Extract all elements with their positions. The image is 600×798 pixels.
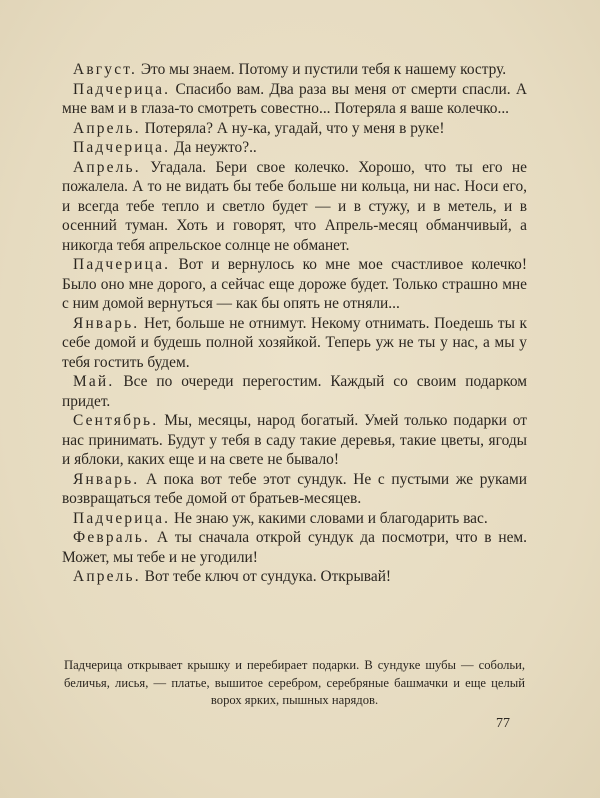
page-number: 77 xyxy=(496,716,510,731)
dialogue-line xyxy=(62,255,527,314)
dialogue-block xyxy=(62,60,527,587)
speaker-name: Январь. xyxy=(73,314,140,332)
dialogue-line xyxy=(62,411,527,470)
line-text: А ты сначала открой сундук да посмотри, что в нем. Может, мы тебе и не угодили! xyxy=(62,529,527,566)
speaker-name: Май. xyxy=(73,373,115,390)
line-text: Не знаю уж, какими словами и благодарить вас. xyxy=(170,509,488,527)
speaker-name: Апрель. xyxy=(73,568,141,585)
dialogue-line xyxy=(62,60,527,80)
line-text: Да неужто?.. xyxy=(170,139,257,156)
speaker-name: Сентябрь. xyxy=(73,412,159,429)
speaker-name: Падчерица. xyxy=(73,256,171,273)
line-text: Это мы знаем. Потому и пустили тебя к нашему костру. xyxy=(137,61,507,78)
dialogue-line xyxy=(62,567,527,587)
line-text: Вот и вернулось ко мне мое счастливое колечко! Было оно мне дорого, а сейчас еще дороже будет. Только страшно мне с ним домой вернуться — как бы опять не отняли... xyxy=(62,256,527,312)
dialogue-line xyxy=(62,138,527,158)
dialogue-line xyxy=(62,119,527,139)
dialogue-line xyxy=(62,314,527,373)
dialogue-line xyxy=(62,372,527,411)
line-text: Нет, больше не отнимут. Некому отнимать. Поедешь ты к себе домой и будешь полной хозяйкой. Теперь уж не ты у нас, а мы у тебя гостить будем. xyxy=(62,314,527,371)
speaker-name: Падчерица. xyxy=(73,139,171,156)
speaker-name: Апрель. xyxy=(73,119,141,137)
speaker-name: Февраль. xyxy=(73,529,151,546)
speaker-name: Падчерица. xyxy=(73,509,171,527)
stage-direction: Падчерица открывает крышку и перебирает подарки. В сундуке шубы — собольи, беличья, лисья, — платье, вышитое серебром, серебряные башмачки и еще целый ворох ярких, пышных нарядов. xyxy=(64,658,525,707)
dialogue-line xyxy=(62,509,527,529)
line-text: А пока вот тебе этот сундук. Не с пустыми же руками возвращаться тебе домой от братьев-месяцев. xyxy=(62,470,527,507)
line-text: Угадала. Бери свое колечко. Хорошо, что ты его не пожалела. А то не видать бы тебе больше ни кольца, ни нас. Носи его, и всегда тебе тепло и светло будет — и в стужу, и в метель, и в осенний туман. Хоть и говорят, что Апрель-месяц обманчивый, а никогда тебя апрельское солнце не обманет. xyxy=(62,158,527,254)
speaker-name: Апрель. xyxy=(73,158,141,176)
speaker-name: Январь. xyxy=(73,470,140,488)
dialogue-line xyxy=(62,80,527,119)
speaker-name: Август. xyxy=(73,61,138,78)
line-text: Потеряла? А ну-ка, угадай, что у меня в руке! xyxy=(140,119,445,137)
dialogue-line xyxy=(62,158,527,256)
dialogue-line xyxy=(62,470,527,509)
speaker-name: Падчерица. xyxy=(73,80,171,98)
line-text: Вот тебе ключ от сундука. Открывай! xyxy=(140,568,392,585)
line-text: Мы, месяцы, народ богатый. Умей только подарки от нас принимать. Будут у тебя в саду такие деревья, такие цветы, ягоды и яблоки, каких еще и на свете не бывало! xyxy=(62,412,527,468)
line-text: Спасибо вам. Два раза вы меня от смерти спасли. А мне вам и в глаза-то смотреть совестно... Потеряла я ваше колечко... xyxy=(62,80,527,117)
dialogue-line xyxy=(62,528,527,567)
line-text: Все по очереди перегостим. Каждый со своим подарком придет. xyxy=(62,373,527,410)
